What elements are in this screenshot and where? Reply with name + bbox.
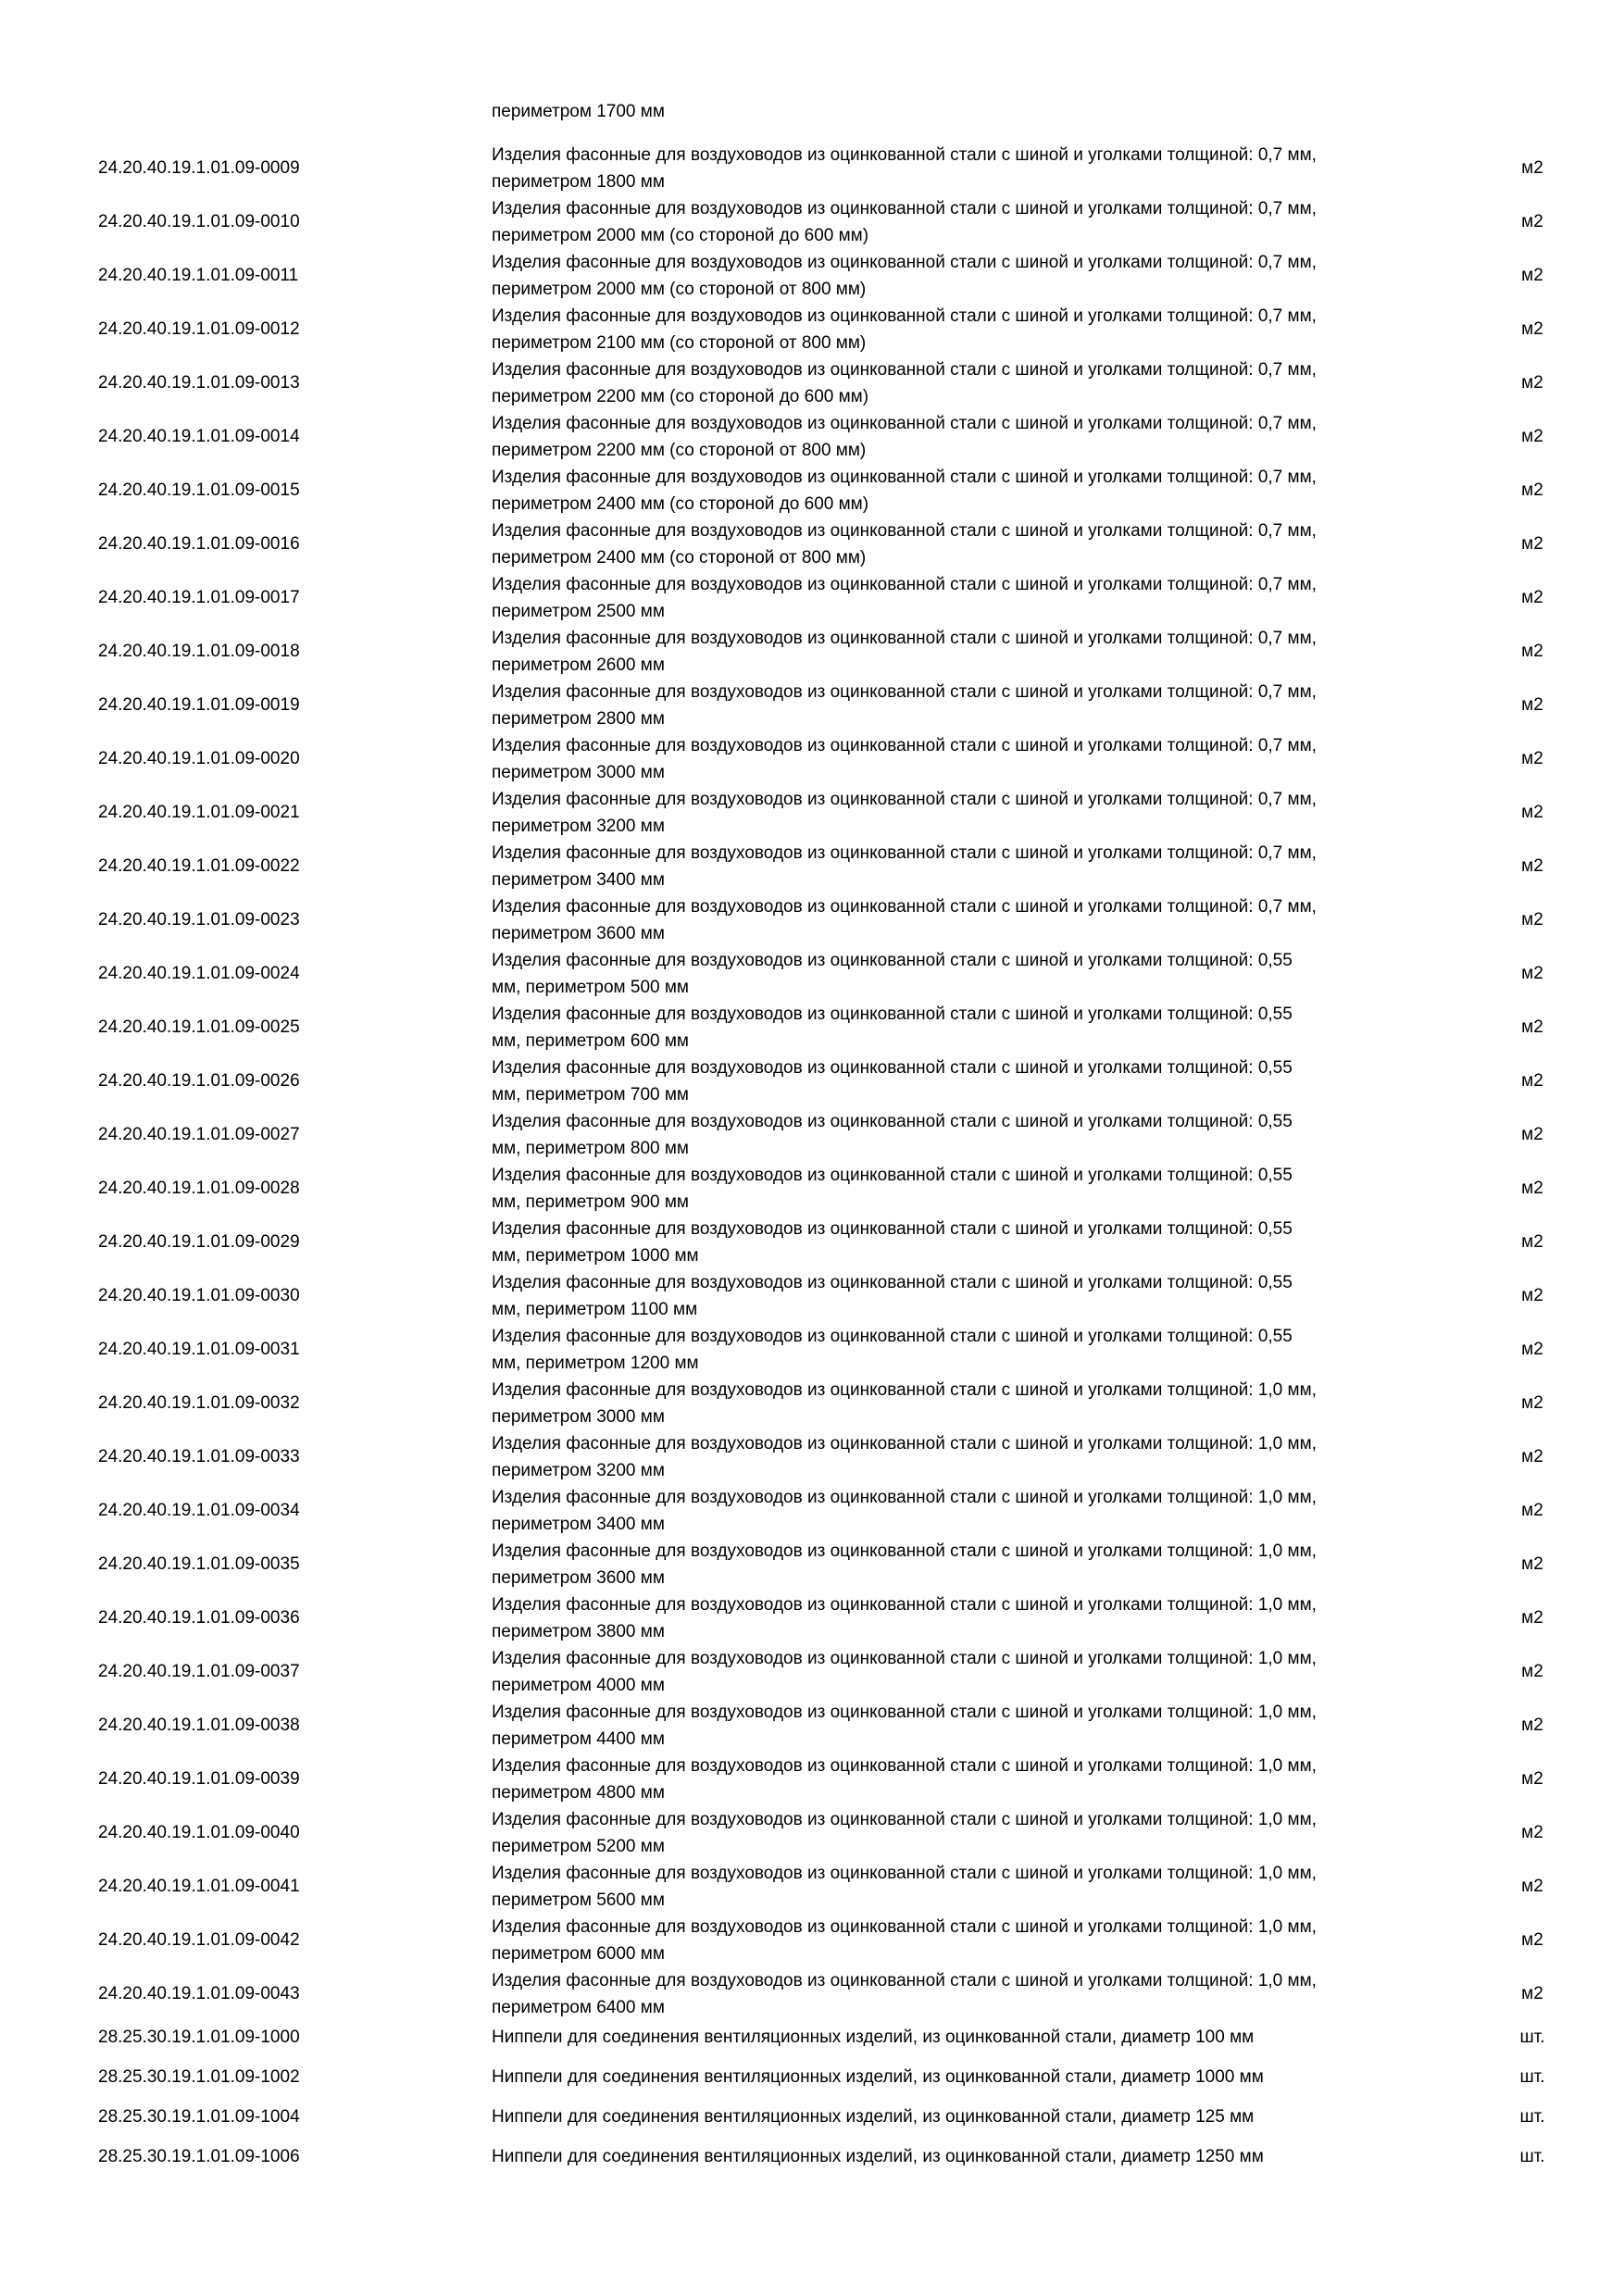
row-description: Изделия фасонные для воздуховодов из оцинкованной стали с шиной и уголками толщиной: 0,7 мм, периметром 3000 мм — [492, 736, 1317, 782]
row-description: Изделия фасонные для воздуховодов из оцинкованной стали с шиной и уголками толщиной: 0,7 мм, периметром 2400 мм (со стороной от 800 мм) — [492, 521, 1317, 568]
row-unit: шт. — [1519, 2067, 1545, 2087]
row-description: Изделия фасонные для воздуховодов из оцинкованной стали с шиной и уголками толщиной: 0,55 мм, периметром 1000 мм — [492, 1219, 1293, 1266]
row-unit: м2 — [1521, 427, 1543, 446]
row-unit: шт. — [1519, 2028, 1545, 2047]
row-unit: м2 — [1521, 212, 1543, 231]
row-code: 24.20.40.19.1.01.09-0043 — [98, 1984, 300, 2003]
row-description: Изделия фасонные для воздуховодов из оцинкованной стали с шиной и уголками толщиной: 0,55 мм, периметром 700 мм — [492, 1058, 1293, 1104]
row-code: 24.20.40.19.1.01.09-0009 — [98, 158, 300, 178]
row-description: Изделия фасонные для воздуховодов из оцинкованной стали с шиной и уголками толщиной: 1,0 мм, периметром 4000 мм — [492, 1649, 1317, 1695]
row-code: 24.20.40.19.1.01.09-0030 — [98, 1286, 300, 1305]
row-description: Изделия фасонные для воздуховодов из оцинкованной стали с шиной и уголками толщиной: 1,0 мм, периметром 6000 мм — [492, 1917, 1317, 1964]
row-description: Изделия фасонные для воздуховодов из оцинкованной стали с шиной и уголками толщиной: 0,55 мм, периметром 800 мм — [492, 1112, 1293, 1158]
row-description: Изделия фасонные для воздуховодов из оцинкованной стали с шиной и уголками толщиной: 1,0 мм, периметром 5600 мм — [492, 1864, 1317, 1910]
row-unit: м2 — [1521, 1608, 1543, 1628]
row-description: Изделия фасонные для воздуховодов из оцинкованной стали с шиной и уголками толщиной: 1,0 мм, периметром 3800 мм — [492, 1595, 1317, 1641]
row-description: Изделия фасонные для воздуховодов из оцинкованной стали с шиной и уголками толщиной: 1,0 мм, периметром 3000 мм — [492, 1380, 1317, 1427]
row-description: Изделия фасонные для воздуховодов из оцинкованной стали с шиной и уголками толщиной: 0,7 мм, периметром 2600 мм — [492, 629, 1317, 675]
row-unit: м2 — [1521, 480, 1543, 500]
row-description: Изделия фасонные для воздуховодов из оцинкованной стали с шиной и уголками толщиной: 0,55 мм, периметром 500 мм — [492, 951, 1293, 997]
row-code: 28.25.30.19.1.01.09-1004 — [98, 2107, 300, 2127]
row-unit: м2 — [1521, 1554, 1543, 1574]
row-description: Изделия фасонные для воздуховодов из оцинкованной стали с шиной и уголками толщиной: 0,55 мм, периметром 900 мм — [492, 1166, 1293, 1212]
row-code: 24.20.40.19.1.01.09-0027 — [98, 1125, 300, 1144]
continuation-text: периметром 1700 мм — [492, 102, 665, 121]
row-description: Ниппели для соединения вентиляционных изделий, из оцинкованной стали, диаметр 125 мм — [492, 2107, 1255, 2127]
row-code: 24.20.40.19.1.01.09-0020 — [98, 749, 300, 768]
row-unit: м2 — [1521, 588, 1543, 607]
row-description: Изделия фасонные для воздуховодов из оцинкованной стали с шиной и уголками толщиной: 0,7 мм, периметром 2200 мм (со стороной от 800 мм) — [492, 414, 1317, 460]
row-description: Изделия фасонные для воздуховодов из оцинкованной стали с шиной и уголками толщиной: 1,0 мм, периметром 3200 мм — [492, 1434, 1317, 1480]
row-code: 24.20.40.19.1.01.09-0035 — [98, 1554, 300, 1574]
row-description: Изделия фасонные для воздуховодов из оцинкованной стали с шиной и уголками толщиной: 0,7 мм, периметром 3400 мм — [492, 843, 1317, 890]
row-code: 24.20.40.19.1.01.09-0032 — [98, 1393, 300, 1413]
row-unit: м2 — [1521, 534, 1543, 554]
row-description: Изделия фасонные для воздуховодов из оцинкованной стали с шиной и уголками толщиной: 0,7 мм, периметром 2000 мм (со стороной до 600 мм) — [492, 199, 1317, 245]
row-code: 24.20.40.19.1.01.09-0040 — [98, 1823, 300, 1842]
row-unit: м2 — [1521, 1071, 1543, 1091]
row-code: 24.20.40.19.1.01.09-0018 — [98, 642, 300, 661]
row-description: Изделия фасонные для воздуховодов из оцинкованной стали с шиной и уголками толщиной: 0,7 мм, периметром 2400 мм (со стороной до 600 мм) — [492, 468, 1317, 514]
row-code: 24.20.40.19.1.01.09-0029 — [98, 1232, 300, 1252]
row-unit: м2 — [1521, 1823, 1543, 1842]
row-description: Изделия фасонные для воздуховодов из оцинкованной стали с шиной и уголками толщиной: 1,0 мм, периметром 5200 мм — [492, 1810, 1317, 1856]
row-unit: м2 — [1521, 1501, 1543, 1520]
row-code: 28.25.30.19.1.01.09-1002 — [98, 2067, 300, 2087]
row-unit: шт. — [1519, 2107, 1545, 2127]
row-unit: м2 — [1521, 1769, 1543, 1789]
row-code: 24.20.40.19.1.01.09-0039 — [98, 1769, 300, 1789]
row-description: Изделия фасонные для воздуховодов из оцинкованной стали с шиной и уголками толщиной: 0,55 мм, периметром 1200 мм — [492, 1327, 1293, 1373]
row-description: Изделия фасонные для воздуховодов из оцинкованной стали с шиной и уголками толщиной: 1,0 мм, периметром 3400 мм — [492, 1488, 1317, 1534]
row-code: 24.20.40.19.1.01.09-0041 — [98, 1877, 300, 1896]
row-code: 24.20.40.19.1.01.09-0031 — [98, 1340, 300, 1359]
row-code: 24.20.40.19.1.01.09-0028 — [98, 1179, 300, 1198]
row-unit: м2 — [1521, 1984, 1543, 2003]
row-code: 24.20.40.19.1.01.09-0021 — [98, 803, 300, 822]
row-unit: м2 — [1521, 803, 1543, 822]
row-code: 24.20.40.19.1.01.09-0017 — [98, 588, 300, 607]
row-unit: м2 — [1521, 1447, 1543, 1466]
row-code: 24.20.40.19.1.01.09-0042 — [98, 1930, 300, 1950]
row-code: 24.20.40.19.1.01.09-0022 — [98, 856, 300, 876]
row-unit: м2 — [1521, 695, 1543, 715]
row-code: 24.20.40.19.1.01.09-0026 — [98, 1071, 300, 1091]
row-description: Изделия фасонные для воздуховодов из оцинкованной стали с шиной и уголками толщиной: 0,7 мм, периметром 3600 мм — [492, 897, 1317, 943]
row-code: 24.20.40.19.1.01.09-0012 — [98, 319, 300, 339]
row-unit: м2 — [1521, 642, 1543, 661]
row-description: Ниппели для соединения вентиляционных изделий, из оцинкованной стали, диаметр 1000 мм — [492, 2067, 1264, 2087]
row-description: Изделия фасонные для воздуховодов из оцинкованной стали с шиной и уголками толщиной: 0,7 мм, периметром 2800 мм — [492, 682, 1317, 729]
row-description: Ниппели для соединения вентиляционных изделий, из оцинкованной стали, диаметр 1250 мм — [492, 2147, 1264, 2166]
row-code: 24.20.40.19.1.01.09-0036 — [98, 1608, 300, 1628]
row-description: Изделия фасонные для воздуховодов из оцинкованной стали с шиной и уголками толщиной: 1,0 мм, периметром 4400 мм — [492, 1703, 1317, 1749]
row-unit: м2 — [1521, 1340, 1543, 1359]
row-description: Изделия фасонные для воздуховодов из оцинкованной стали с шиной и уголками толщиной: 0,7 мм, периметром 3200 мм — [492, 790, 1317, 836]
row-description: Изделия фасонные для воздуховодов из оцинкованной стали с шиной и уголками толщиной: 0,7 мм, периметром 1800 мм — [492, 145, 1317, 192]
row-description: Изделия фасонные для воздуховодов из оцинкованной стали с шиной и уголками толщиной: 0,7 мм, периметром 2000 мм (со стороной от 800 мм) — [492, 253, 1317, 299]
row-code: 24.20.40.19.1.01.09-0011 — [98, 266, 299, 285]
row-unit: м2 — [1521, 749, 1543, 768]
row-code: 24.20.40.19.1.01.09-0033 — [98, 1447, 300, 1466]
row-unit: м2 — [1521, 1877, 1543, 1896]
row-unit: шт. — [1519, 2147, 1545, 2166]
row-description: Изделия фасонные для воздуховодов из оцинкованной стали с шиной и уголками толщиной: 0,7 мм, периметром 2500 мм — [492, 575, 1317, 621]
row-unit: м2 — [1521, 964, 1543, 983]
row-code: 24.20.40.19.1.01.09-0037 — [98, 1662, 300, 1681]
row-code: 24.20.40.19.1.01.09-0038 — [98, 1716, 300, 1735]
row-unit: м2 — [1521, 158, 1543, 178]
row-unit: м2 — [1521, 1716, 1543, 1735]
row-unit: м2 — [1521, 1125, 1543, 1144]
row-unit: м2 — [1521, 373, 1543, 393]
row-code: 28.25.30.19.1.01.09-1000 — [98, 2028, 300, 2047]
row-unit: м2 — [1521, 910, 1543, 930]
row-description: Изделия фасонные для воздуховодов из оцинкованной стали с шиной и уголками толщиной: 1,0 мм, периметром 3600 мм — [492, 1541, 1317, 1588]
row-code: 24.20.40.19.1.01.09-0025 — [98, 1017, 300, 1037]
row-description: Изделия фасонные для воздуховодов из оцинкованной стали с шиной и уголками толщиной: 0,7 мм, периметром 2200 мм (со стороной до 600 мм) — [492, 360, 1317, 406]
row-description: Изделия фасонные для воздуховодов из оцинкованной стали с шиной и уголками толщиной: 0,55 мм, периметром 1100 мм — [492, 1273, 1293, 1319]
row-description: Ниппели для соединения вентиляционных изделий, из оцинкованной стали, диаметр 100 мм — [492, 2028, 1255, 2047]
row-code: 24.20.40.19.1.01.09-0014 — [98, 427, 300, 446]
row-unit: м2 — [1521, 1393, 1543, 1413]
row-code: 24.20.40.19.1.01.09-0010 — [98, 212, 300, 231]
row-code: 28.25.30.19.1.01.09-1006 — [98, 2147, 300, 2166]
row-code: 24.20.40.19.1.01.09-0023 — [98, 910, 300, 930]
row-unit: м2 — [1521, 856, 1543, 876]
row-description: Изделия фасонные для воздуховодов из оцинкованной стали с шиной и уголками толщиной: 0,55 мм, периметром 600 мм — [492, 1004, 1293, 1051]
row-unit: м2 — [1521, 266, 1543, 285]
row-code: 24.20.40.19.1.01.09-0016 — [98, 534, 300, 554]
row-unit: м2 — [1521, 319, 1543, 339]
row-unit: м2 — [1521, 1179, 1543, 1198]
row-code: 24.20.40.19.1.01.09-0024 — [98, 964, 300, 983]
row-unit: м2 — [1521, 1017, 1543, 1037]
row-code: 24.20.40.19.1.01.09-0013 — [98, 373, 300, 393]
row-code: 24.20.40.19.1.01.09-0015 — [98, 480, 300, 500]
row-code: 24.20.40.19.1.01.09-0019 — [98, 695, 300, 715]
row-unit: м2 — [1521, 1232, 1543, 1252]
row-unit: м2 — [1521, 1286, 1543, 1305]
row-description: Изделия фасонные для воздуховодов из оцинкованной стали с шиной и уголками толщиной: 1,0 мм, периметром 6400 мм — [492, 1971, 1317, 2017]
row-unit: м2 — [1521, 1930, 1543, 1950]
row-description: Изделия фасонные для воздуховодов из оцинкованной стали с шиной и уголками толщиной: 1,0 мм, периметром 4800 мм — [492, 1756, 1317, 1803]
row-unit: м2 — [1521, 1662, 1543, 1681]
row-description: Изделия фасонные для воздуховодов из оцинкованной стали с шиной и уголками толщиной: 0,7 мм, периметром 2100 мм (со стороной от 800 мм) — [492, 306, 1317, 353]
row-code: 24.20.40.19.1.01.09-0034 — [98, 1501, 300, 1520]
